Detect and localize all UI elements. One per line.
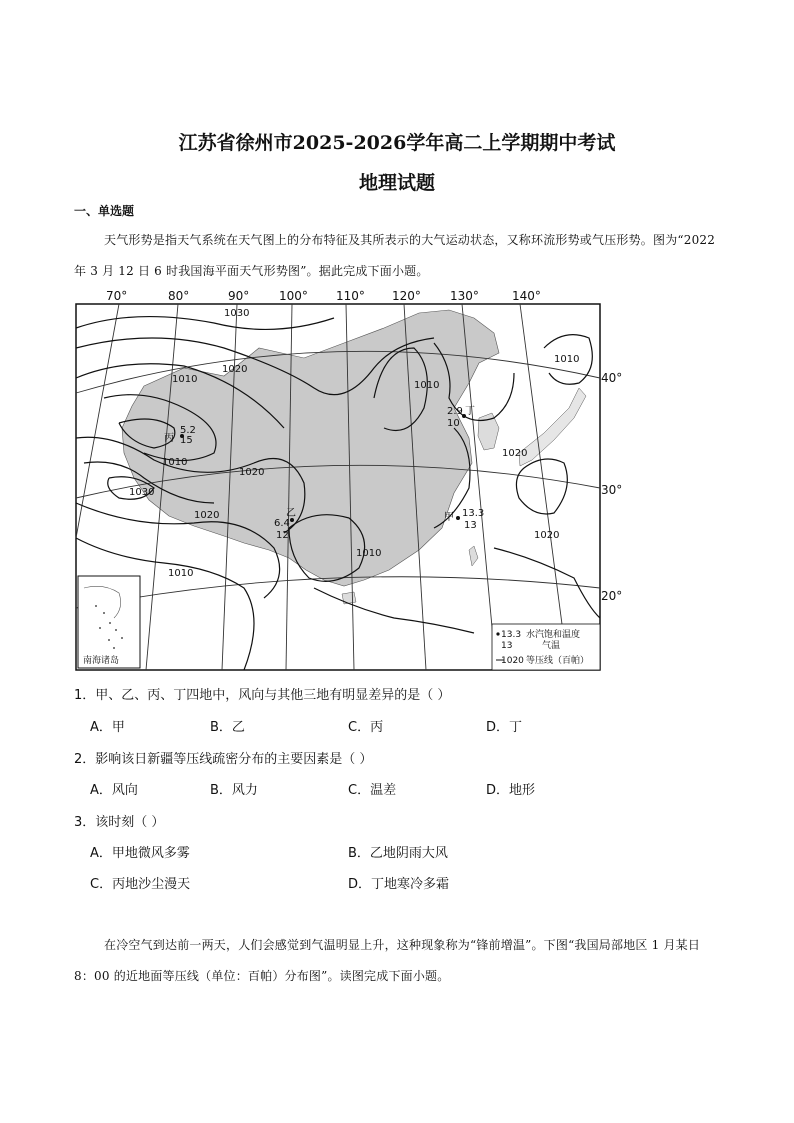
station-temp: 12 xyxy=(276,530,289,541)
legend-temp-text: 气温 xyxy=(542,641,561,651)
isobar-label: 1010 xyxy=(172,374,198,385)
q3-option-c[interactable]: C．丙地沙尘漫天 xyxy=(90,877,191,892)
lon-label: 70° xyxy=(106,289,128,303)
weather-map xyxy=(74,288,623,674)
q2-option-a[interactable]: A．风向 xyxy=(90,783,138,798)
station-name: 甲 xyxy=(444,512,454,523)
lat-label: 20° xyxy=(601,589,623,603)
legend-dew-text: 水汽饱和温度 xyxy=(526,630,581,640)
lon-label: 130° xyxy=(450,289,479,303)
lon-label: 110° xyxy=(336,289,365,303)
lat-label: 40° xyxy=(601,371,623,385)
isobar-label: 1010 xyxy=(414,380,440,391)
exam-subtitle: 地理试题 xyxy=(358,172,435,194)
q3-option-b[interactable]: B．乙地阴雨大风 xyxy=(348,846,448,861)
map-legend xyxy=(492,624,600,670)
station-dew: 2.9 xyxy=(447,406,463,417)
lon-label: 140° xyxy=(512,289,541,303)
lon-label: 80° xyxy=(168,289,190,303)
lon-label: 100° xyxy=(279,289,308,303)
station-temp: 10 xyxy=(447,418,460,429)
second-passage: 在冷空气到达前一两天，人们会感觉到气温明显上升，这种现象称为“锋前增温”。下图“我国局部地区 1 月某日 8：00 的近地面等压线（单位：百帕）分布图”。读图完成下面小题。 xyxy=(74,938,701,983)
inset-map xyxy=(78,576,140,668)
section-heading: 一、单选题 xyxy=(74,204,135,218)
intro-passage: 天气形势是指天气系统在天气图上的分布特征及其所表示的大气运动状态，又称环流形势或气压形势。图为“2022 年 3 月 12 日 6 时我国海平面天气形势图”。据此完成下面小题。 xyxy=(74,233,716,278)
legend-temp-value: 13 xyxy=(501,641,513,651)
station-name: 丙 xyxy=(164,433,174,444)
lon-label: 120° xyxy=(392,289,421,303)
station-name: 丁 xyxy=(465,406,475,417)
q2-option-c[interactable]: C．温差 xyxy=(348,783,397,798)
lon-label: 90° xyxy=(228,289,250,303)
q1-option-d[interactable]: D．丁 xyxy=(486,720,523,735)
question-3: 3．该时刻（ ） xyxy=(74,815,165,830)
legend-dew-value: 13.3 xyxy=(501,630,522,640)
isobar-label: 1010 xyxy=(168,568,194,579)
station-dew: 6.4 xyxy=(274,518,290,529)
station-name: 乙 xyxy=(286,508,296,519)
isobar-label: 1010 xyxy=(162,457,188,468)
station-dew: 13.3 xyxy=(462,508,485,519)
station-temp: 13 xyxy=(464,520,477,531)
q2-option-d[interactable]: D．地形 xyxy=(486,783,536,798)
isobar-label: 1020 xyxy=(222,364,248,375)
station-dot xyxy=(456,516,460,520)
isobar-label: 1020 xyxy=(239,467,265,478)
isobar-label: 1020 xyxy=(534,530,560,541)
q3-option-a[interactable]: A．甲地微风多雾 xyxy=(90,846,190,861)
isobar-label: 1030 xyxy=(224,308,250,319)
q1-option-c[interactable]: C．丙 xyxy=(348,720,384,735)
inset-label: 南海诸岛 xyxy=(83,656,120,666)
weather-map-svg xyxy=(74,288,623,674)
q1-option-a[interactable]: A．甲 xyxy=(90,720,125,735)
station-dew: 5.2 xyxy=(180,425,196,436)
q2-option-b[interactable]: B．风力 xyxy=(210,783,258,798)
isobar-label: 1020 xyxy=(502,448,528,459)
station-temp: 15 xyxy=(180,435,193,446)
q1-option-b[interactable]: B．乙 xyxy=(210,720,245,735)
question-1: 1．甲、乙、丙、丁四地中，风向与其他三地有明显差异的是（ ） xyxy=(74,688,451,703)
legend-isobar-text: 等压线（百帕） xyxy=(526,656,590,666)
question-2: 2．影响该日新疆等压线疏密分布的主要因素是（ ） xyxy=(74,752,373,767)
q3-option-d[interactable]: D．丁地寒冷多霜 xyxy=(348,877,450,892)
isobar-label: 1020 xyxy=(194,510,220,521)
isobar-label: 1010 xyxy=(554,354,580,365)
isobar-label: 1010 xyxy=(356,548,382,559)
legend-isobar-value: 1020 xyxy=(501,656,524,666)
lat-label: 30° xyxy=(601,483,623,497)
isobar-label: 1030 xyxy=(129,487,155,498)
exam-title: 江苏省徐州市2025-2026学年高二上学期期中考试 xyxy=(178,132,616,154)
